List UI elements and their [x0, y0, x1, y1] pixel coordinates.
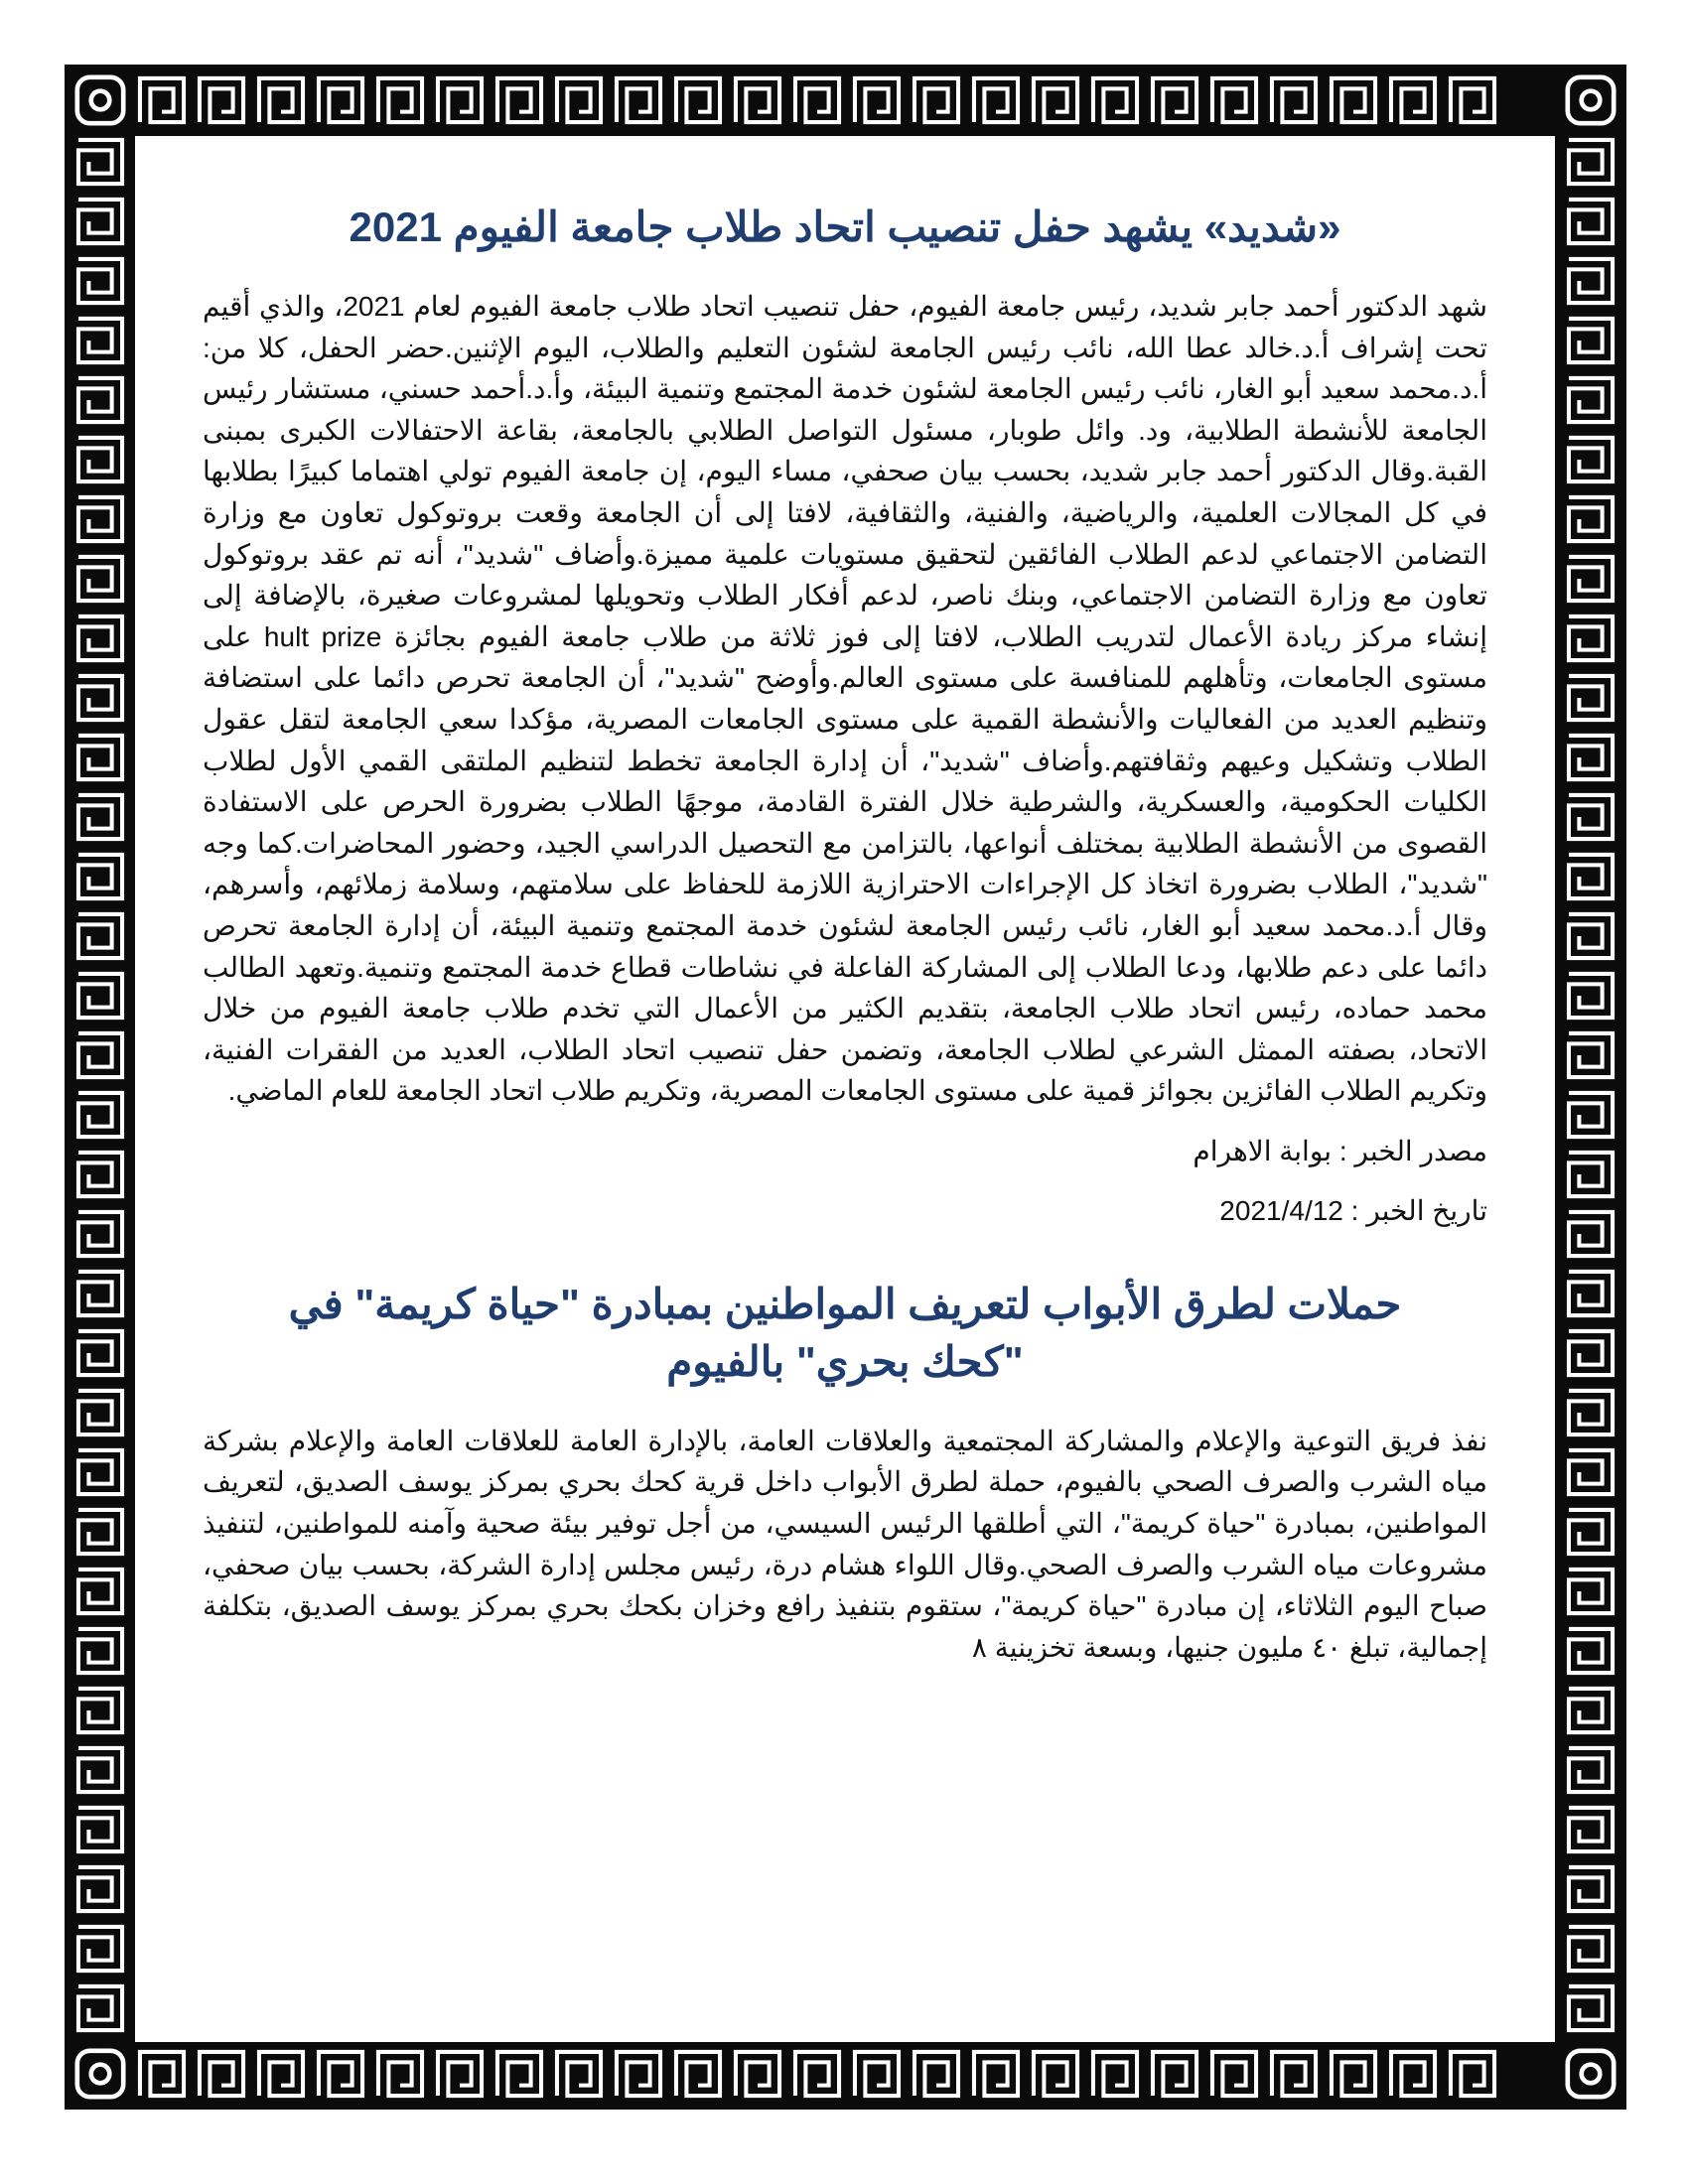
- greek-key-motif: [1569, 140, 1613, 184]
- greek-key-motif: [1569, 1450, 1613, 1494]
- greek-key-motif: [1569, 974, 1613, 1018]
- greek-key-motif: [78, 1570, 122, 1613]
- greek-key-motif: [1212, 2052, 1256, 2096]
- greek-key-motif: [855, 2052, 899, 2096]
- greek-key-motif: [617, 78, 660, 122]
- greek-key-motif: [1569, 557, 1613, 601]
- article-2-body: نفذ فريق التوعية والإعلام والمشاركة المجتمعية والعلاقات العامة، بالإدارة العامة للعلاقات العامة والإعلام بشركة مياه الشرب والصرف الصحي بالفيوم، حملة لطرق الأبواب داخل قرية كحك بحري بمركز يوسف الصديق، لتعريف المواطنين، بمبادرة "حياة كريمة"، التي أطلقها الرئيس السيسي، من أجل توفير بيئة صحية وآمنه للمواطنين، لتنفيذ مشروعات مياه الشرب والصرف الصحي.وقال اللواء هشام درة، رئيس مجلس إدارة الشركة، بحسب بيان صحفي، صباح اليوم الثلاثاء، إن مبادرة "حياة كريمة"، ستقوم بتنفيذ رافع وخزان بكحك بحري بمركز يوسف الصديق، بتكلفة إجمالية، تبلغ ٤٠ مليون جنيها، وبسعة تخزينية ٨: [203, 1425, 1487, 1663]
- article-content: [203, 199, 1487, 1668]
- greek-key-motif: [1569, 1986, 1613, 2030]
- greek-key-motif: [1391, 2052, 1435, 2096]
- greek-key-motif: [319, 78, 362, 122]
- greek-key-motif: [974, 2052, 1018, 2096]
- greek-key-motif: [795, 2052, 839, 2096]
- greek-key-motif: [1569, 1212, 1613, 1256]
- greek-key-motif: [1332, 2052, 1375, 2096]
- greek-key-motif: [78, 1153, 122, 1196]
- article-1-date: تاريخ الخبر : 2021/4/12: [1219, 1194, 1487, 1226]
- greek-key-motif: [1569, 855, 1613, 898]
- greek-key-motif: [1272, 2052, 1316, 2096]
- greek-key-motif: [78, 736, 122, 779]
- greek-key-motif: [1569, 1867, 1613, 1911]
- greek-key-motif: [78, 200, 122, 243]
- greek-key-motif: [1569, 1808, 1613, 1851]
- greek-key-motif: [78, 616, 122, 660]
- greek-key-motif: [140, 78, 184, 122]
- greek-key-motif: [736, 78, 779, 122]
- corner-ornament-dot: [91, 2065, 110, 2084]
- greek-key-motif: [78, 497, 122, 541]
- greek-key-motif: [78, 855, 122, 898]
- greek-key-motif: [1569, 319, 1613, 362]
- greek-key-motif: [497, 78, 541, 122]
- article-1-source: مصدر الخبر : بوابة الاهرام: [1193, 1135, 1487, 1166]
- greek-key-motif: [1569, 1570, 1613, 1613]
- greek-key-motif: [1569, 676, 1613, 720]
- corner-ornament: [77, 77, 123, 123]
- corner-ornament: [1568, 2051, 1614, 2097]
- greek-key-motif: [557, 2052, 601, 2096]
- greek-key-motif: [1569, 1272, 1613, 1315]
- greek-key-motif: [78, 795, 122, 839]
- greek-key-motif: [438, 78, 482, 122]
- greek-key-motif: [1569, 1391, 1613, 1434]
- greek-key-motif: [78, 1927, 122, 1971]
- greek-key-motif: [78, 974, 122, 1018]
- greek-key-motif: [1569, 1331, 1613, 1375]
- greek-key-motif: [1569, 1153, 1613, 1196]
- greek-key-motif: [1451, 78, 1494, 122]
- greek-key-motif: [1569, 1748, 1613, 1792]
- greek-key-motif: [1034, 2052, 1077, 2096]
- greek-key-motif: [78, 378, 122, 422]
- greek-key-motif: [1569, 1093, 1613, 1137]
- greek-key-motif: [78, 676, 122, 720]
- greek-key-motif: [78, 1093, 122, 1137]
- greek-key-motif: [736, 2052, 779, 2096]
- greek-key-motif: [78, 1450, 122, 1494]
- greek-key-motif: [438, 2052, 482, 2096]
- greek-key-motif: [78, 1510, 122, 1554]
- greek-key-motif: [1569, 795, 1613, 839]
- greek-key-motif: [1212, 78, 1256, 122]
- greek-key-motif: [855, 78, 899, 122]
- greek-key-motif: [78, 259, 122, 303]
- corner-ornament: [1568, 77, 1614, 123]
- greek-key-motif: [78, 319, 122, 362]
- greek-key-motif: [617, 2052, 660, 2096]
- greek-key-motif: [557, 78, 601, 122]
- greek-key-motif: [1451, 2052, 1494, 2096]
- greek-key-motif: [497, 2052, 541, 2096]
- greek-key-motif: [78, 1212, 122, 1256]
- greek-key-motif: [78, 1867, 122, 1911]
- greek-key-motif: [974, 78, 1018, 122]
- greek-key-motif: [78, 914, 122, 958]
- greek-key-motif: [1569, 1510, 1613, 1554]
- greek-key-motif: [1272, 78, 1316, 122]
- article-1-title: «شديد» يشهد حفل تنصيب اتحاد طلاب جامعة الفيوم 2021: [349, 204, 1341, 250]
- greek-key-motif: [78, 1629, 122, 1673]
- greek-key-motif: [1569, 1033, 1613, 1077]
- greek-key-motif: [200, 2052, 243, 2096]
- greek-key-motif: [319, 2052, 362, 2096]
- greek-key-motif: [78, 140, 122, 184]
- greek-key-motif: [1569, 259, 1613, 303]
- greek-key-motif: [200, 78, 243, 122]
- greek-key-motif: [1034, 78, 1077, 122]
- greek-key-motif: [378, 78, 422, 122]
- greek-key-motif: [676, 78, 720, 122]
- greek-key-motif: [78, 1986, 122, 2030]
- greek-key-motif: [78, 1808, 122, 1851]
- corner-ornament-dot: [1582, 91, 1601, 110]
- corner-ornament-dot: [91, 91, 110, 110]
- greek-key-motif: [78, 1033, 122, 1077]
- greek-key-motif: [1569, 1689, 1613, 1732]
- greek-key-motif: [378, 2052, 422, 2096]
- greek-key-motif: [1569, 497, 1613, 541]
- greek-key-motif: [78, 438, 122, 481]
- corner-ornament-dot: [1582, 2065, 1601, 2084]
- greek-key-motif: [914, 78, 958, 122]
- greek-key-motif: [78, 1331, 122, 1375]
- greek-key-motif: [1391, 78, 1435, 122]
- greek-key-motif: [1332, 78, 1375, 122]
- greek-key-motif: [78, 1391, 122, 1434]
- greek-key-motif: [1569, 1927, 1613, 1971]
- greek-key-motif: [140, 2052, 184, 2096]
- greek-key-motif: [1153, 78, 1196, 122]
- article-1-body: شهد الدكتور أحمد جابر شديد، رئيس جامعة الفيوم، حفل تنصيب اتحاد طلاب جامعة الفيوم لعام 2021، والذي أقيم تحت إشراف أ.د.خالد عطا الله، نائب رئيس الجامعة لشئون التعليم والطلاب، اليوم الإثنين.حضر الحفل، كلا من: أ.د.محمد سعيد أبو الغار، نائب رئيس الجامعة لشئون خدمة المجتمع وتنمية البيئة، وأ.د.أحمد حسني، مستشار رئيس الجامعة للأنشطة الطلابية، ود. وائل طوبار، مسئول التواصل الطلابي بالجامعة، بقاعة الاحتفالات الكبرى بمبنى القبة.وقال الدكتور أحمد جابر شديد، بحسب بيان صحفي، مساء اليوم، إن جامعة الفيوم تولي اهتماما كبيرًا بطلابها في كل المجالات العلمية، والرياضية، والفنية، والثقافية، لافتا إلى أن الجامعة وقعت بروتوكول تعاون مع وزارة التضامن الاجتماعي لدعم الطلاب الفائقين لتحقيق مستويات علمية مميزة.وأضاف "شديد"، أنه تم عقد بروتوكول تعاون مع وزارة التضامن الاجتماعي، وبنك ناصر، لدعم أفكار الطلاب وتحويلها لمشروعات صغيرة، بالإضافة إلى إنشاء مركز ريادة الأعمال لتدريب الطلاب، لافتا إلى فوز ثلاثة من طلاب جامعة الفيوم بجائزة hult prize على مستوى الجامعات، وتأهلهم للمنافسة على مستوى العالم.وأوضح "شديد"، أن الجامعة تحرص دائما على استضافة وتنظيم العديد من الفعاليات والأنشطة القمية على مستوى الجامعات المصرية، مؤكدا سعي الجامعة لتقل عقول الطلاب وتشكيل وعيهم وثقافتهم.وأضاف "شديد"، أن إدارة الجامعة تخطط لتنظيم الملتقى القمي الأول لطلاب الكليات الحكومية، والعسكرية، والشرطية خلال الفترة القادمة، موجهًا الطلاب بضرورة الحرص على الاستفادة القصوى من الأنشطة الطلابية بمختلف أنواعها، بالتزامن مع التحصيل الدراسي الجيد، وحضور المحاضرات.كما وجه "شديد"، الطلاب بضرورة اتخاذ كل الإجراءات الاحترازية اللازمة للحفاظ على سلامتهم، وسلامة زملائهم، وأسرهم، وقال أ.د.محمد سعيد أبو الغار، نائب رئيس الجامعة لشئون خدمة المجتمع وتنمية البيئة، أن إدارة الجامعة تحرص دائما على دعم طلابها، ودعا الطلاب إلى المشاركة الفاعلة في نشاطات قطاع خدمة المجتمع وتنمية.وتعهد الطالب محمد حماده، رئيس اتحاد طلاب الجامعة، بتقديم الكثير من الأعمال التي تخدم طلاب جامعة الفيوم من خلال الاتحاد، بصفته الممثل الشرعي لطلاب الجامعة، وتضمن حفل تنصيب اتحاد الطلاب، العديد من الفقرات الفنية، وتكريم الطلاب الفائزين بجوائز قمية على مستوى الجامعات المصرية، وتكريم طلاب اتحاد الجامعة للعام الماضي.: [203, 291, 1488, 1107]
- greek-key-motif: [78, 1748, 122, 1792]
- greek-key-motif: [1569, 378, 1613, 422]
- greek-key-motif: [78, 1272, 122, 1315]
- corner-ornament: [77, 2051, 123, 2097]
- greek-key-motif: [1569, 438, 1613, 481]
- article-2-title: حملات لطرق الأبواب لتعريف المواطنين بمبادرة "حياة كريمة" في "كحك بحري" بالفيوم: [288, 1280, 1402, 1385]
- greek-key-motif: [1093, 78, 1137, 122]
- greek-key-motif: [259, 78, 303, 122]
- greek-key-motif: [676, 2052, 720, 2096]
- greek-key-motif: [78, 557, 122, 601]
- greek-key-motif: [259, 2052, 303, 2096]
- greek-key-motif: [1569, 914, 1613, 958]
- greek-key-motif: [1569, 736, 1613, 779]
- greek-key-motif: [1569, 616, 1613, 660]
- greek-key-motif: [78, 1689, 122, 1732]
- greek-key-motif: [1153, 2052, 1196, 2096]
- greek-key-motif: [795, 78, 839, 122]
- greek-key-motif: [1569, 1629, 1613, 1673]
- greek-key-motif: [914, 2052, 958, 2096]
- greek-key-motif: [1569, 200, 1613, 243]
- greek-key-motif: [1093, 2052, 1137, 2096]
